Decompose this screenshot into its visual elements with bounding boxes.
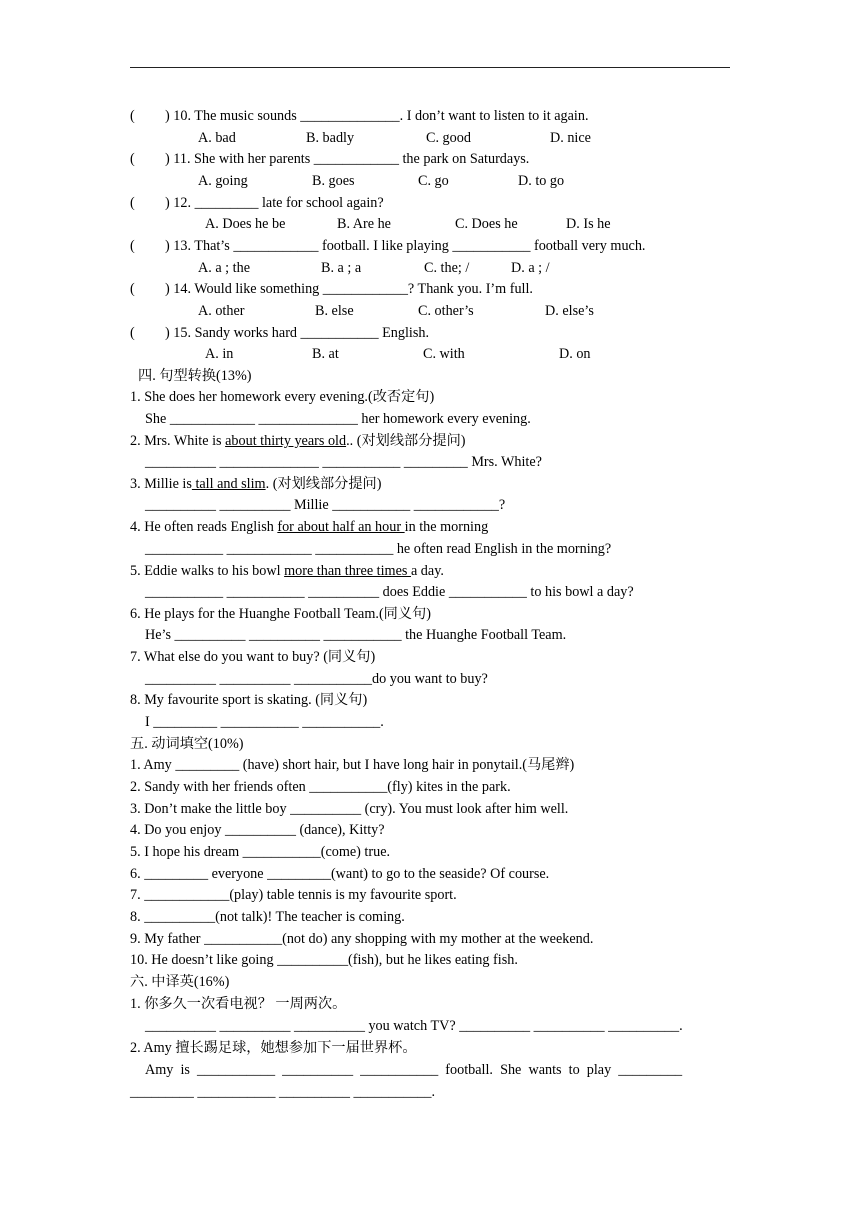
- answer-line[interactable]: __________ __________ Millie ___________ ____________?: [145, 497, 506, 513]
- fill-item[interactable]: 5. I hope his dream ___________(come) true.: [130, 844, 391, 860]
- question: 4. He often reads English for about half an hour in the morning: [130, 519, 489, 535]
- underlined-phrase: more than three times: [284, 563, 411, 579]
- answer-line[interactable]: __________ __________ __________ you watch TV? __________ __________ __________.: [145, 1018, 683, 1034]
- question: 1. She does her homework every evening.(改否定句): [130, 389, 435, 405]
- underlined-phrase: tall and slim: [191, 476, 266, 492]
- option-b: B. goes: [312, 173, 355, 189]
- answer-line[interactable]: __________ __________ ___________do you want to buy?: [145, 671, 488, 687]
- answer-line[interactable]: Amy is ___________ __________ ___________ football. She wants to play _________: [145, 1062, 683, 1078]
- answer-line[interactable]: __________ ______________ ___________ _________ Mrs. White?: [145, 454, 542, 470]
- question-stem: ) 10. The music sounds ______________. I don’t want to listen to it again.: [165, 108, 589, 124]
- fill-item[interactable]: 4. Do you enjoy __________ (dance), Kitty?: [130, 822, 385, 838]
- option-b: B. Are he: [337, 216, 391, 232]
- question-stem: ) 13. That’s ____________ football. I like playing ___________ football very much.: [165, 238, 646, 254]
- option-b: B. at: [312, 346, 339, 362]
- answer-line[interactable]: He’s __________ __________ ___________ the Huanghe Football Team.: [145, 627, 567, 643]
- answer-bracket[interactable]: (: [130, 195, 135, 211]
- answer-line[interactable]: ___________ ____________ ___________ he often read English in the morning?: [145, 541, 612, 557]
- fill-item[interactable]: 2. Sandy with her friends often ___________(fly) kites in the park.: [130, 779, 511, 795]
- option-a: A. a ; the: [198, 260, 251, 276]
- option-a: A. other: [198, 303, 245, 319]
- answer-bracket[interactable]: (: [130, 108, 135, 124]
- fill-item[interactable]: 9. My father ___________(not do) any shopping with my mother at the weekend.: [130, 931, 594, 947]
- option-c: C. other’s: [418, 303, 474, 319]
- answer-line[interactable]: ___________ ___________ __________ does Eddie ___________ to his bowl a day?: [145, 584, 634, 600]
- answer-bracket[interactable]: (: [130, 238, 135, 254]
- question: 3. Millie is tall and slim. (对划线部分提问): [130, 476, 382, 492]
- question: 8. My favourite sport is skating. (同义句): [130, 692, 368, 708]
- option-b: B. else: [315, 303, 354, 319]
- answer-line[interactable]: I _________ ___________ ___________.: [145, 714, 384, 730]
- option-d: D. to go: [518, 173, 565, 189]
- fill-item[interactable]: 8. __________(not talk)! The teacher is coming.: [130, 909, 405, 925]
- fill-item[interactable]: 10. He doesn’t like going __________(fish), but he likes eating fish.: [130, 952, 518, 968]
- fill-item[interactable]: 6. _________ everyone _________(want) to go to the seaside? Of course.: [130, 866, 550, 882]
- section-title: 五. 动词填空(10%): [130, 736, 244, 752]
- question: 7. What else do you want to buy? (同义句): [130, 649, 376, 665]
- fill-item[interactable]: 1. Amy _________ (have) short hair, but I have long hair in ponytail.(马尾辫): [130, 757, 575, 773]
- fill-item[interactable]: 3. Don’t make the little boy __________ (cry). You must look after him well.: [130, 801, 569, 817]
- option-c: C. good: [426, 130, 471, 146]
- option-c: C. with: [423, 346, 465, 362]
- fill-item[interactable]: 7. ____________(play) table tennis is my favourite sport.: [130, 887, 457, 903]
- option-d: D. on: [559, 346, 591, 362]
- answer-line[interactable]: _________ ___________ __________ ___________.: [130, 1084, 436, 1100]
- question: 1. 你多久一次看电视？ 一周两次。: [130, 996, 347, 1012]
- option-c: C. the; /: [424, 260, 470, 276]
- option-d: D. Is he: [566, 216, 611, 232]
- option-a: A. in: [205, 346, 234, 362]
- question-stem: ) 11. She with her parents ____________ the park on Saturdays.: [165, 151, 530, 167]
- header-rule: [130, 67, 730, 68]
- answer-bracket[interactable]: (: [130, 281, 135, 297]
- question-stem: ) 14. Would like something ____________? Thank you. I’m full.: [165, 281, 533, 297]
- answer-line[interactable]: She ____________ ______________ her homework every evening.: [145, 411, 531, 427]
- question: 5. Eddie walks to his bowl more than three times a day.: [130, 563, 444, 579]
- section-title: 六. 中译英(16%): [130, 974, 230, 990]
- answer-bracket[interactable]: (: [130, 151, 135, 167]
- section-title: 四. 句型转换(13%): [138, 368, 252, 384]
- question: 6. He plays for the Huanghe Football Team.(同义句): [130, 606, 431, 622]
- option-c: C. Does he: [455, 216, 518, 232]
- underlined-phrase: for about half an hour: [277, 519, 405, 535]
- option-c: C. go: [418, 173, 449, 189]
- option-a: A. bad: [198, 130, 236, 146]
- option-a: A. going: [198, 173, 248, 189]
- question-stem: ) 15. Sandy works hard ___________ English.: [165, 325, 430, 341]
- question: 2. Mrs. White is about thirty years old.. (对划线部分提问): [130, 433, 466, 449]
- option-b: B. a ; a: [321, 260, 362, 276]
- option-a: A. Does he be: [205, 216, 286, 232]
- answer-bracket[interactable]: (: [130, 325, 135, 341]
- option-d: D. else’s: [545, 303, 594, 319]
- option-b: B. badly: [306, 130, 355, 146]
- option-d: D. nice: [550, 130, 591, 146]
- question-stem: ) 12. _________ late for school again?: [165, 195, 384, 211]
- option-d: D. a ; /: [511, 260, 550, 276]
- question: 2. Amy 擅长踢足球，她想参加下一届世界杯。: [130, 1040, 417, 1056]
- underlined-phrase: about thirty years old: [225, 433, 347, 449]
